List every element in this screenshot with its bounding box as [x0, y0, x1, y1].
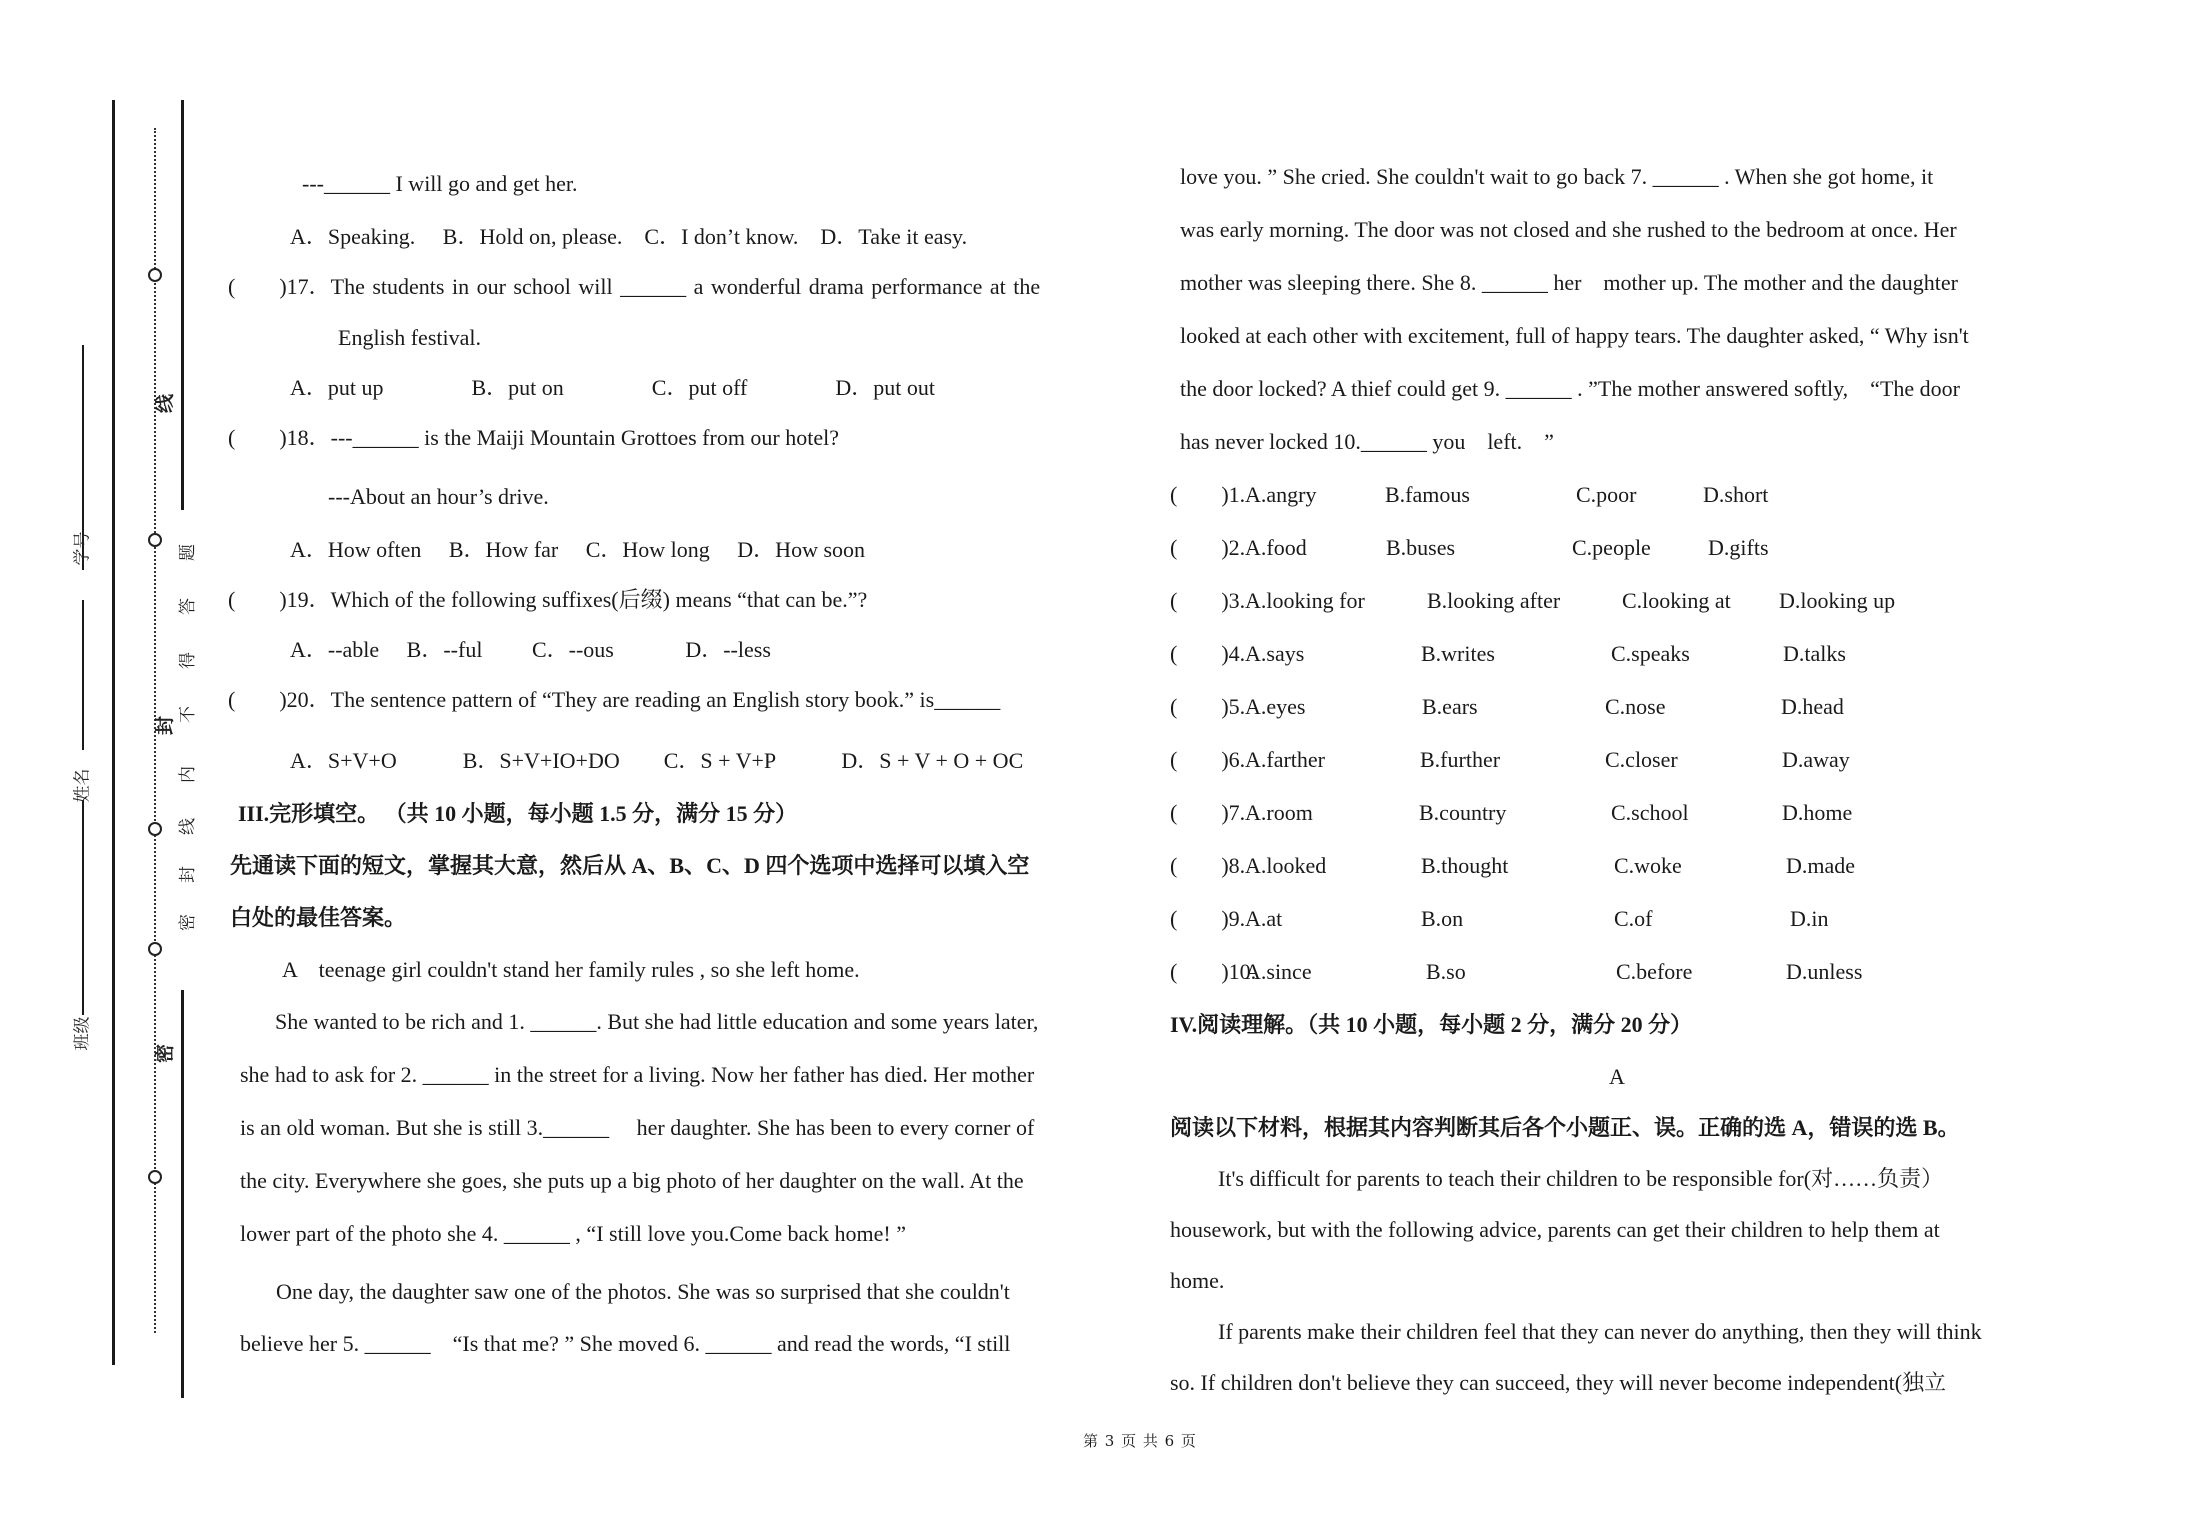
- section-3-instruction: 先通读下面的短文，掌握其大意，然后从 A、B、C、D 四个选项中选择可以填入空: [230, 853, 1030, 878]
- question-20-options: A．S+V+O B．S+V+IO+DO C．S + V+P D．S + V + O + OC: [290, 748, 1024, 773]
- question-17-cont: English festival.: [338, 325, 481, 350]
- question-19-options: A．--able B．--ful C．--ous D．--less: [290, 637, 771, 662]
- question-16-options: A．Speaking. B．Hold on, please. C．I don’t know. D．Take it easy.: [290, 224, 968, 249]
- question-17: ( )17．The students in our school will ______ a wonderful drama performance at the: [228, 274, 1041, 299]
- cloze-passage-line: love you. ” She cried. She couldn't wait to go back 7. ______ . When she got home, it: [1180, 164, 1934, 189]
- margin-inner-line-top: [181, 100, 184, 510]
- cloze-passage-line: believe her 5. ______ “Is that me? ” She moved 6. ______ and read the words, “I still: [240, 1331, 1011, 1356]
- cloze-passage-line: looked at each other with excitement, full of happy tears. The daughter asked, “ Why isn't: [1180, 323, 1969, 348]
- question-20: ( )20．The sentence pattern of “They are reading an English story book.” is______: [228, 687, 1001, 712]
- reading-line: housework, but with the following advice, parents can get their children to help them at: [1170, 1217, 1940, 1242]
- question-18: ( )18．---______ is the Maiji Mountain Grottoes from our hotel?: [228, 425, 840, 450]
- binding-hole: [148, 822, 162, 836]
- strip-word-feng: 封: [154, 715, 177, 736]
- question-18-options: A．How often B．How far C．How long D．How soon: [290, 537, 866, 562]
- section-4-title: IV.阅读理解。（共 10 小题，每小题 2 分，满分 20 分）: [1170, 1012, 1693, 1037]
- cloze-passage-line: the city. Everywhere she goes, she puts up a big photo of her daughter on the wall. At the: [240, 1168, 1024, 1193]
- section-4-instruction: 阅读以下材料，根据其内容判断其后各个小题正、误。正确的选 A，错误的选 B。: [1170, 1115, 1960, 1140]
- reading-line: home.: [1170, 1268, 1225, 1293]
- id-label: 学号: [72, 531, 93, 566]
- name-label: 姓名: [72, 768, 93, 803]
- cloze-passage-line: lower part of the photo she 4. ______ , “I still love you.Come back home! ”: [240, 1221, 906, 1246]
- class-field-underline[interactable]: [82, 915, 84, 1015]
- binding-hole: [148, 533, 162, 547]
- margin-inner-line-bottom: [181, 990, 184, 1398]
- strip-word-mi: 密: [154, 1043, 177, 1064]
- question-17-options: A．put up B．put on C．put off D．put out: [290, 375, 935, 400]
- strip-word-xian: 线: [154, 393, 177, 414]
- cloze-passage-line: She wanted to be rich and 1. ______. But she had little education and some years later,: [275, 1009, 1039, 1034]
- cloze-passage-line: is an old woman. But she is still 3.______ her daughter. She has been to every corner of: [240, 1115, 1035, 1140]
- question-16-reply: ---______ I will go and get her.: [302, 171, 578, 196]
- margin-outer-line: [112, 100, 115, 1365]
- reading-line: If parents make their children feel that they can never do anything, then they will think: [1218, 1319, 1982, 1344]
- binding-hole: [148, 268, 162, 282]
- cloze-passage-line: mother was sleeping there. She 8. ______ her mother up. The mother and the daughter: [1180, 270, 1958, 295]
- cloze-passage-line: the door locked? A thief could get 9. ______ . ”The mother answered softly, “The door: [1180, 376, 1960, 401]
- page-number: 第 3 页 共 6 页: [1083, 1432, 1197, 1450]
- question-19: ( )19．Which of the following suffixes(后缀) means “that can be.”?: [228, 587, 868, 612]
- reading-line: so. If children don't believe they can succeed, they will never become independent(独立: [1170, 1370, 1947, 1395]
- binding-hole: [148, 942, 162, 956]
- cloze-passage-line: she had to ask for 2. ______ in the street for a living. Now her father has died. Her mother: [240, 1062, 1035, 1087]
- cloze-passage-line: has never locked 10.______ you left. ”: [1180, 429, 1554, 454]
- question-18-reply: ---About an hour’s drive.: [328, 484, 549, 509]
- reading-line: It's difficult for parents to teach their children to be responsible for(对……负责）: [1218, 1166, 1944, 1191]
- cloze-passage-line: was early morning. The door was not closed and she rushed to the bedroom at once. Her: [1180, 217, 1957, 242]
- section-3-title: III.完形填空。 （共 10 小题，每小题 1.5 分，满分 15 分）: [238, 801, 798, 826]
- class-label: 班级: [72, 1016, 93, 1051]
- cloze-passage-line: One day, the daughter saw one of the photos. She was so surprised that she couldn't: [276, 1279, 1010, 1304]
- section-4-subtitle: A: [1609, 1064, 1625, 1089]
- cloze-passage-line: A teenage girl couldn't stand her family rules , so she left home.: [282, 957, 860, 982]
- binding-hole: [148, 1170, 162, 1184]
- name-field-underline[interactable]: [82, 600, 84, 750]
- section-3-instruction-cont: 白处的最佳答案。: [230, 905, 407, 930]
